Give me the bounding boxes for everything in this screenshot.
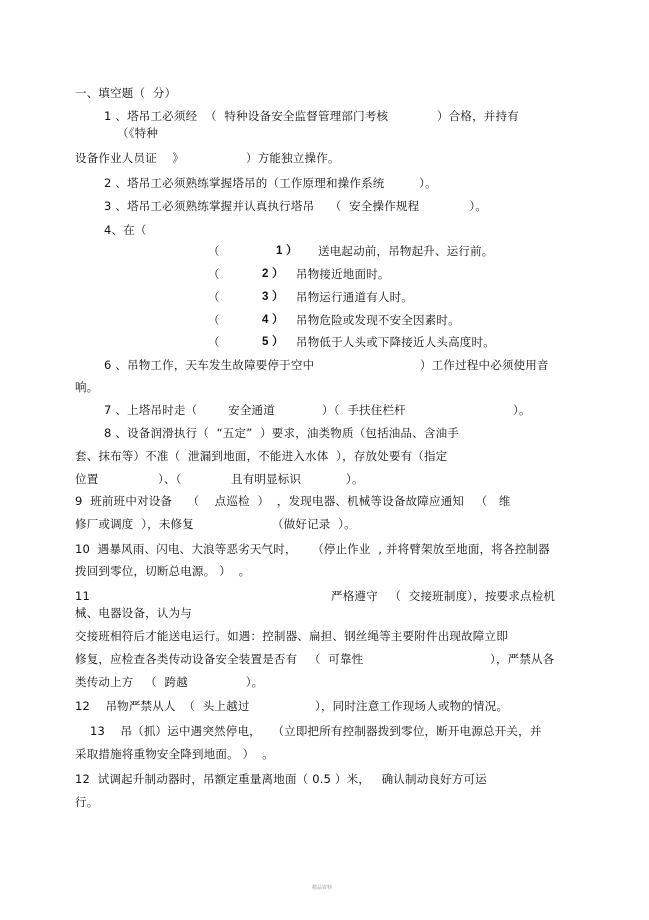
q4-item5-paren: （ — [208, 335, 220, 349]
q12-b: ），同时注意工作现场人或物的情况。 — [315, 699, 509, 713]
q10-line2: 拨回到零位，切断总电源。 ） 。 — [75, 564, 251, 578]
q8-line1: 8 、设备润滑执行（ “五定” ）要求，油类物质（包括油品、含油手 — [104, 426, 460, 440]
q4-item2-paren: （ — [208, 267, 220, 281]
q6-line1-end: ）工作过程中必须使用音 — [420, 358, 549, 372]
q9-line2: 修厂或调度 ），未修复 — [75, 517, 194, 531]
q4-item1-text: 送电起动前，吊物起升、运行前。 — [318, 244, 494, 258]
q11-line3: 交接班相符后才能送电运行。如遇：控制器、扁担、钢丝绳等主要附件出现故障立即 — [75, 629, 508, 643]
q12b-line2: 行。 — [75, 795, 99, 809]
page-footer: 精品资料 — [312, 885, 333, 891]
q6-line2: 响。 — [75, 380, 99, 394]
q4-item3-num: 3 ） — [262, 291, 284, 303]
section-title: 一、填空题（ 分） — [75, 86, 177, 100]
q4-item5-text: 吊物低于人头或下降接近人头高度时。 — [296, 335, 495, 349]
q8-line3-d: ）。 — [346, 472, 364, 486]
q12-a: 12 吊物严禁从人 （ 头上越过 — [75, 699, 250, 713]
q11-line4-end: ），严禁从各 — [490, 652, 555, 666]
q1-line1: 1 、塔吊工必须经 （ 特种设备安全监督管理部门考核 — [104, 109, 389, 123]
q8-line3-c: 且有明显标识 — [231, 472, 302, 486]
q4-item4-num: 4 ） — [262, 314, 284, 326]
q13-line2: 采取措施将重物安全降到地面。 ） 。 — [75, 747, 274, 761]
q4-item3-text: 吊物运行通道有人时。 — [296, 290, 413, 304]
q4-item2-num: 2 ） — [262, 268, 284, 280]
q4-item2-text: 吊物接近地面时。 — [296, 267, 390, 281]
q1-line2: （《特种 — [117, 126, 159, 140]
q7-c: ）。 — [513, 403, 531, 417]
q4-item5-num: 5 ） — [262, 336, 284, 348]
q11-line2: 械、电器设备，认为与 — [75, 606, 192, 620]
q1-line3: 设备作业人员证 》 — [75, 151, 185, 165]
q1-line1-end: ）合格，并持有 — [437, 109, 519, 123]
q9-line2-end: （做好记录 ）。 — [272, 517, 356, 531]
q8-line3-b: ）、（ — [158, 472, 182, 486]
q9-line1: 9 班前班中对设备 （ 点巡检 ） ，发现电器、机械等设备故障应通知 （ 维 — [75, 494, 511, 508]
q4-item1-num: 1 ） — [276, 245, 298, 257]
q10-line1: 10 遇暴风雨、闪电、大浪等恶劣天气时， （停止作业 , 并将臂架放至地面，将各控制器 — [75, 542, 550, 556]
q4-intro: 4、在（ — [104, 223, 147, 237]
q11-num: 11 — [75, 589, 91, 603]
q8-line3: 位置 — [75, 472, 99, 486]
q8-line2: 套、抹布等）不准（ 泄漏到地面，不能进入水体 ），存放处要有（指定 — [75, 449, 448, 463]
q13-line1: 13 吊（抓）运中遇突然停电， （立即把所有控制器拨到零位，断开电源总开关，并 — [90, 724, 542, 738]
q6-line1: 6 、吊物工作，天车发生故障要停于空中 — [104, 358, 315, 372]
q4-item4-paren: （ — [208, 313, 220, 327]
q4-item3-paren: （ — [208, 290, 220, 304]
q3: 3 、塔吊工必须熟练掌握并认真执行塔吊 （ 安全操作规程 ）。 — [104, 199, 488, 213]
q4-item1-paren: （ — [208, 244, 220, 258]
q7-b: ）（ 手扶住栏杆 — [322, 403, 406, 417]
q11-line4: 修复，应检查各类传动设备安全装置是否有 （ 可靠性 — [75, 652, 364, 666]
q1-line3-end: ）方能独立操作。 — [246, 151, 340, 165]
q11-line1: 严格遵守 （ 交接班制度），按要求点检机 — [331, 589, 556, 603]
q12b-line1: 12 试调起升制动器时，吊额定重量离地面（ 0.5 ）米， 确认制动良好方可运 — [75, 772, 487, 786]
q11-line5: 类传动上方 （ 跨越 ）。 — [75, 675, 264, 689]
q4-item4-text: 吊物危险或发现不安全因素时。 — [296, 313, 460, 327]
q7-a: 7 、上塔吊时走（ 安全通道 — [104, 403, 275, 417]
q2: 2 、塔吊工必须熟练掌握塔吊的（工作原理和操作系统 ）。 — [104, 176, 437, 190]
